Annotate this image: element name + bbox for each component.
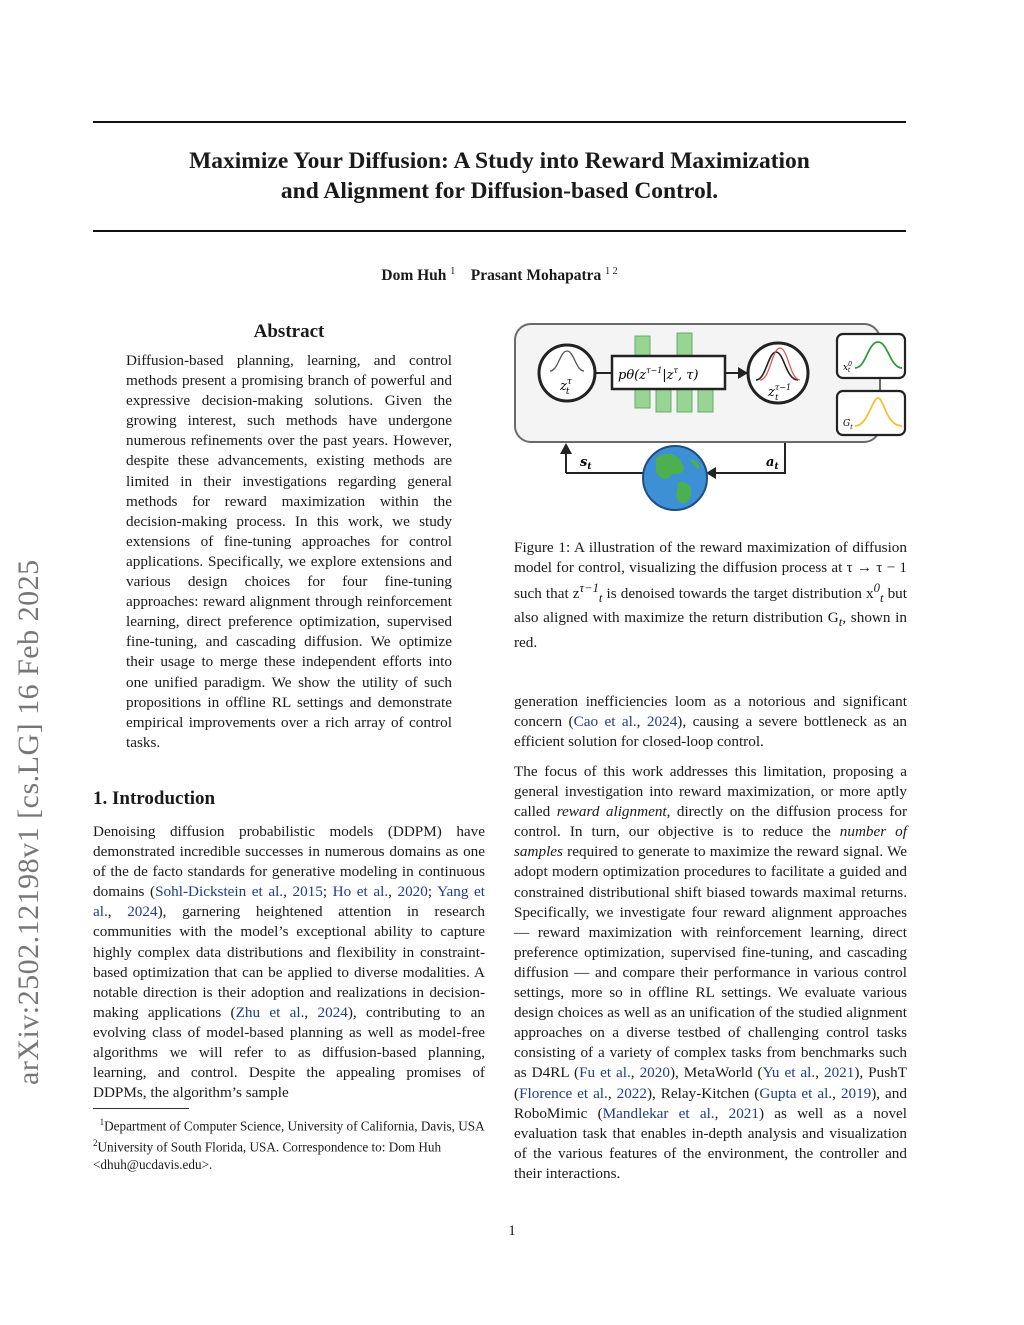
page-number: 1	[508, 1223, 516, 1239]
return-label: $G_t$	[843, 419, 853, 431]
footnote-rule	[93, 1108, 189, 1109]
figure-1-diagram	[510, 318, 910, 518]
footnote: $^1$Department of Computer Science, University of California, Davis, USA $^2$University of South Florida, USA. Correspondence to: Dom Huh <dhuh@ucdavis.edu>.	[93, 1117, 484, 1172]
body-paragraph: generation inefficiencies loom as a notorious and significant concern (Cao et al., 2024), causing a severe bottleneck as an efficient solution for closed-loop control.	[514, 693, 908, 751]
target-label: $x^0$ t	[843, 361, 852, 374]
body-paragraph: The focus of this work addresses this limitation, proposing a general investigation into reward maximization, or more aptly called reward alignment, directly on the diffusion process for control. In turn, our objective is to reduce the number of samples required to generate to maximize the reward signal. We adopt modern optimization procedures to facilitate a guided and constrained distributional shift biased towards maximal returns. Specifically, we investigate four reward alignment approaches — reward maximization with reinforcement learning, direct preference optimization, supervised fine-tuning, and cascading diffusion — and compare their performance in various control settings, more so in offline RL settings. We evaluate various design choices as well as an unification of the studied alignment approaches on a diverse testbed of challenging control tasks consisting of a variety of complex tasks from benchmarks such as D4RL (Fu et al., 2020), MetaWorld (Yu et al., 2021), PushT (Florence et al., 2022), Relay-Kitchen (Gupta et al., 2019), and RoboMimic (Mandlekar et al., 2021) as well as a novel evaluation task that enables in-depth analysis and visualization of the various features of the environment, the controller and their interactions.	[514, 763, 907, 1182]
title-line-2: and Alignment for Diffusion-based Control.	[280, 178, 719, 204]
state-label: $s_t$	[580, 455, 592, 472]
intro-paragraph: Denoising diffusion probabilistic models (DDPM) have demonstrated incredible successes in numerous domains as one of the de facto standards for generative modeling in continuous domains (Sohl-Dickstein et al., 2015; Ho et al., 2020; Yang et al., 2024), garnering heightened attention in research communities with the model’s exceptional ability to capture highly complex data distributions and flexibility in constraint-based optimization that can be applied to diverse modalities. A notable direction is their adoption and realizations in decision-making applications (Zhu et al., 2024), contributing to an evolving class of model-based planning as well as model-free algorithms we will refer to as diffusion-based planning, learning, and control. Despite the appealing promises of DDPMs, the algorithm’s sample	[93, 823, 486, 1102]
arxiv-stamp: arXiv:2502.12198v1 [cs.LG] 16 Feb 2025	[12, 559, 45, 1085]
citation-link[interactable]: Cao et al.	[573, 713, 637, 731]
author-list	[93, 266, 906, 285]
citation-link[interactable]: Sohl-Dickstein et al.	[155, 883, 284, 901]
title-line-1: Maximize Your Diffusion: A Study into Reward Maximization	[189, 148, 810, 174]
earth-environment-icon	[643, 446, 707, 510]
denoiser-formula: $p\theta(z^{\tau-1}|z^\tau$, τ)	[618, 366, 699, 383]
title-top-rule	[93, 121, 906, 123]
citation-link[interactable]: Fu et al.	[579, 1064, 631, 1082]
figure-caption: Figure 1: A illustration of the reward maximization of diffusion model for control, visualizing the diffusion process at τ → τ − 1 such that $z^{\tau-1}_t$ is denoised towards the target distribution $x^0_t$ but also aligned with maximize the return distribution $G_t$, shown in red.	[514, 539, 907, 651]
citation-link[interactable]: Florence et al.	[519, 1084, 608, 1102]
latent-label: $z^\tau$ t	[560, 377, 572, 397]
citation-link[interactable]: 2020	[397, 883, 428, 901]
citation-link[interactable]: Zhu et al.	[235, 1003, 305, 1021]
denoised-latent-label: $z^{\tau-1}$ t	[768, 383, 792, 402]
author-name: Prasant Mohapatra	[470, 267, 602, 285]
citation-link[interactable]: Yu et al.	[762, 1064, 816, 1082]
citation-link[interactable]: Mandlekar et al.	[602, 1104, 715, 1122]
citation-link[interactable]: 2024	[317, 1003, 348, 1021]
state-arrow-head	[560, 443, 572, 454]
citation-link[interactable]: 2020	[639, 1064, 670, 1082]
citation-link[interactable]: Yang et al.	[93, 883, 485, 921]
citation-link[interactable]: Ho et al.	[332, 883, 389, 901]
abstract-heading: Abstract	[253, 321, 325, 342]
citation-link[interactable]: 2021	[728, 1104, 759, 1122]
title-bottom-rule	[93, 230, 906, 232]
citation-link[interactable]: 2022	[616, 1084, 647, 1102]
citation-link[interactable]: 2015	[292, 883, 323, 901]
abstract-text: Diffusion-based planning, learning, and control methods present a promising branch of powerful and expressive decision-making solutions. Given the growing interest, such methods have undergone numerous refinements over the past years. However, despite these advancements, existing methods are limited in their investigations regarding general methods for reward maximization within the decision-making process. In this work, we study extensions of fine-tuning approaches for control applications. Specifically, we explore extensions and various design choices for four fine-tuning approaches: reward alignment through reinforcement learning, direct preference optimization, supervised fine-tuning, and cascading diffusion. We optimize their usage to merge these independent efforts into one unified paradigm. We show the utility of such propositions in offline RL settings and demonstrate empirical improvements over a rich array of control tasks.	[126, 352, 452, 751]
author-name: Dom Huh	[381, 267, 447, 285]
citation-link[interactable]: Gupta et al.	[759, 1084, 833, 1102]
author-affiliation: 1	[450, 266, 456, 277]
citation-link[interactable]: 2024	[127, 903, 158, 921]
citation-link[interactable]: 2024	[646, 713, 678, 731]
author-affiliation: 1 2	[605, 266, 618, 277]
citation-link[interactable]: 2019	[840, 1084, 872, 1102]
paper-title	[93, 146, 906, 206]
section-heading: 1. Introduction	[93, 788, 216, 809]
citation-link[interactable]: 2021	[823, 1064, 855, 1082]
action-label: $a_t$	[766, 455, 779, 472]
